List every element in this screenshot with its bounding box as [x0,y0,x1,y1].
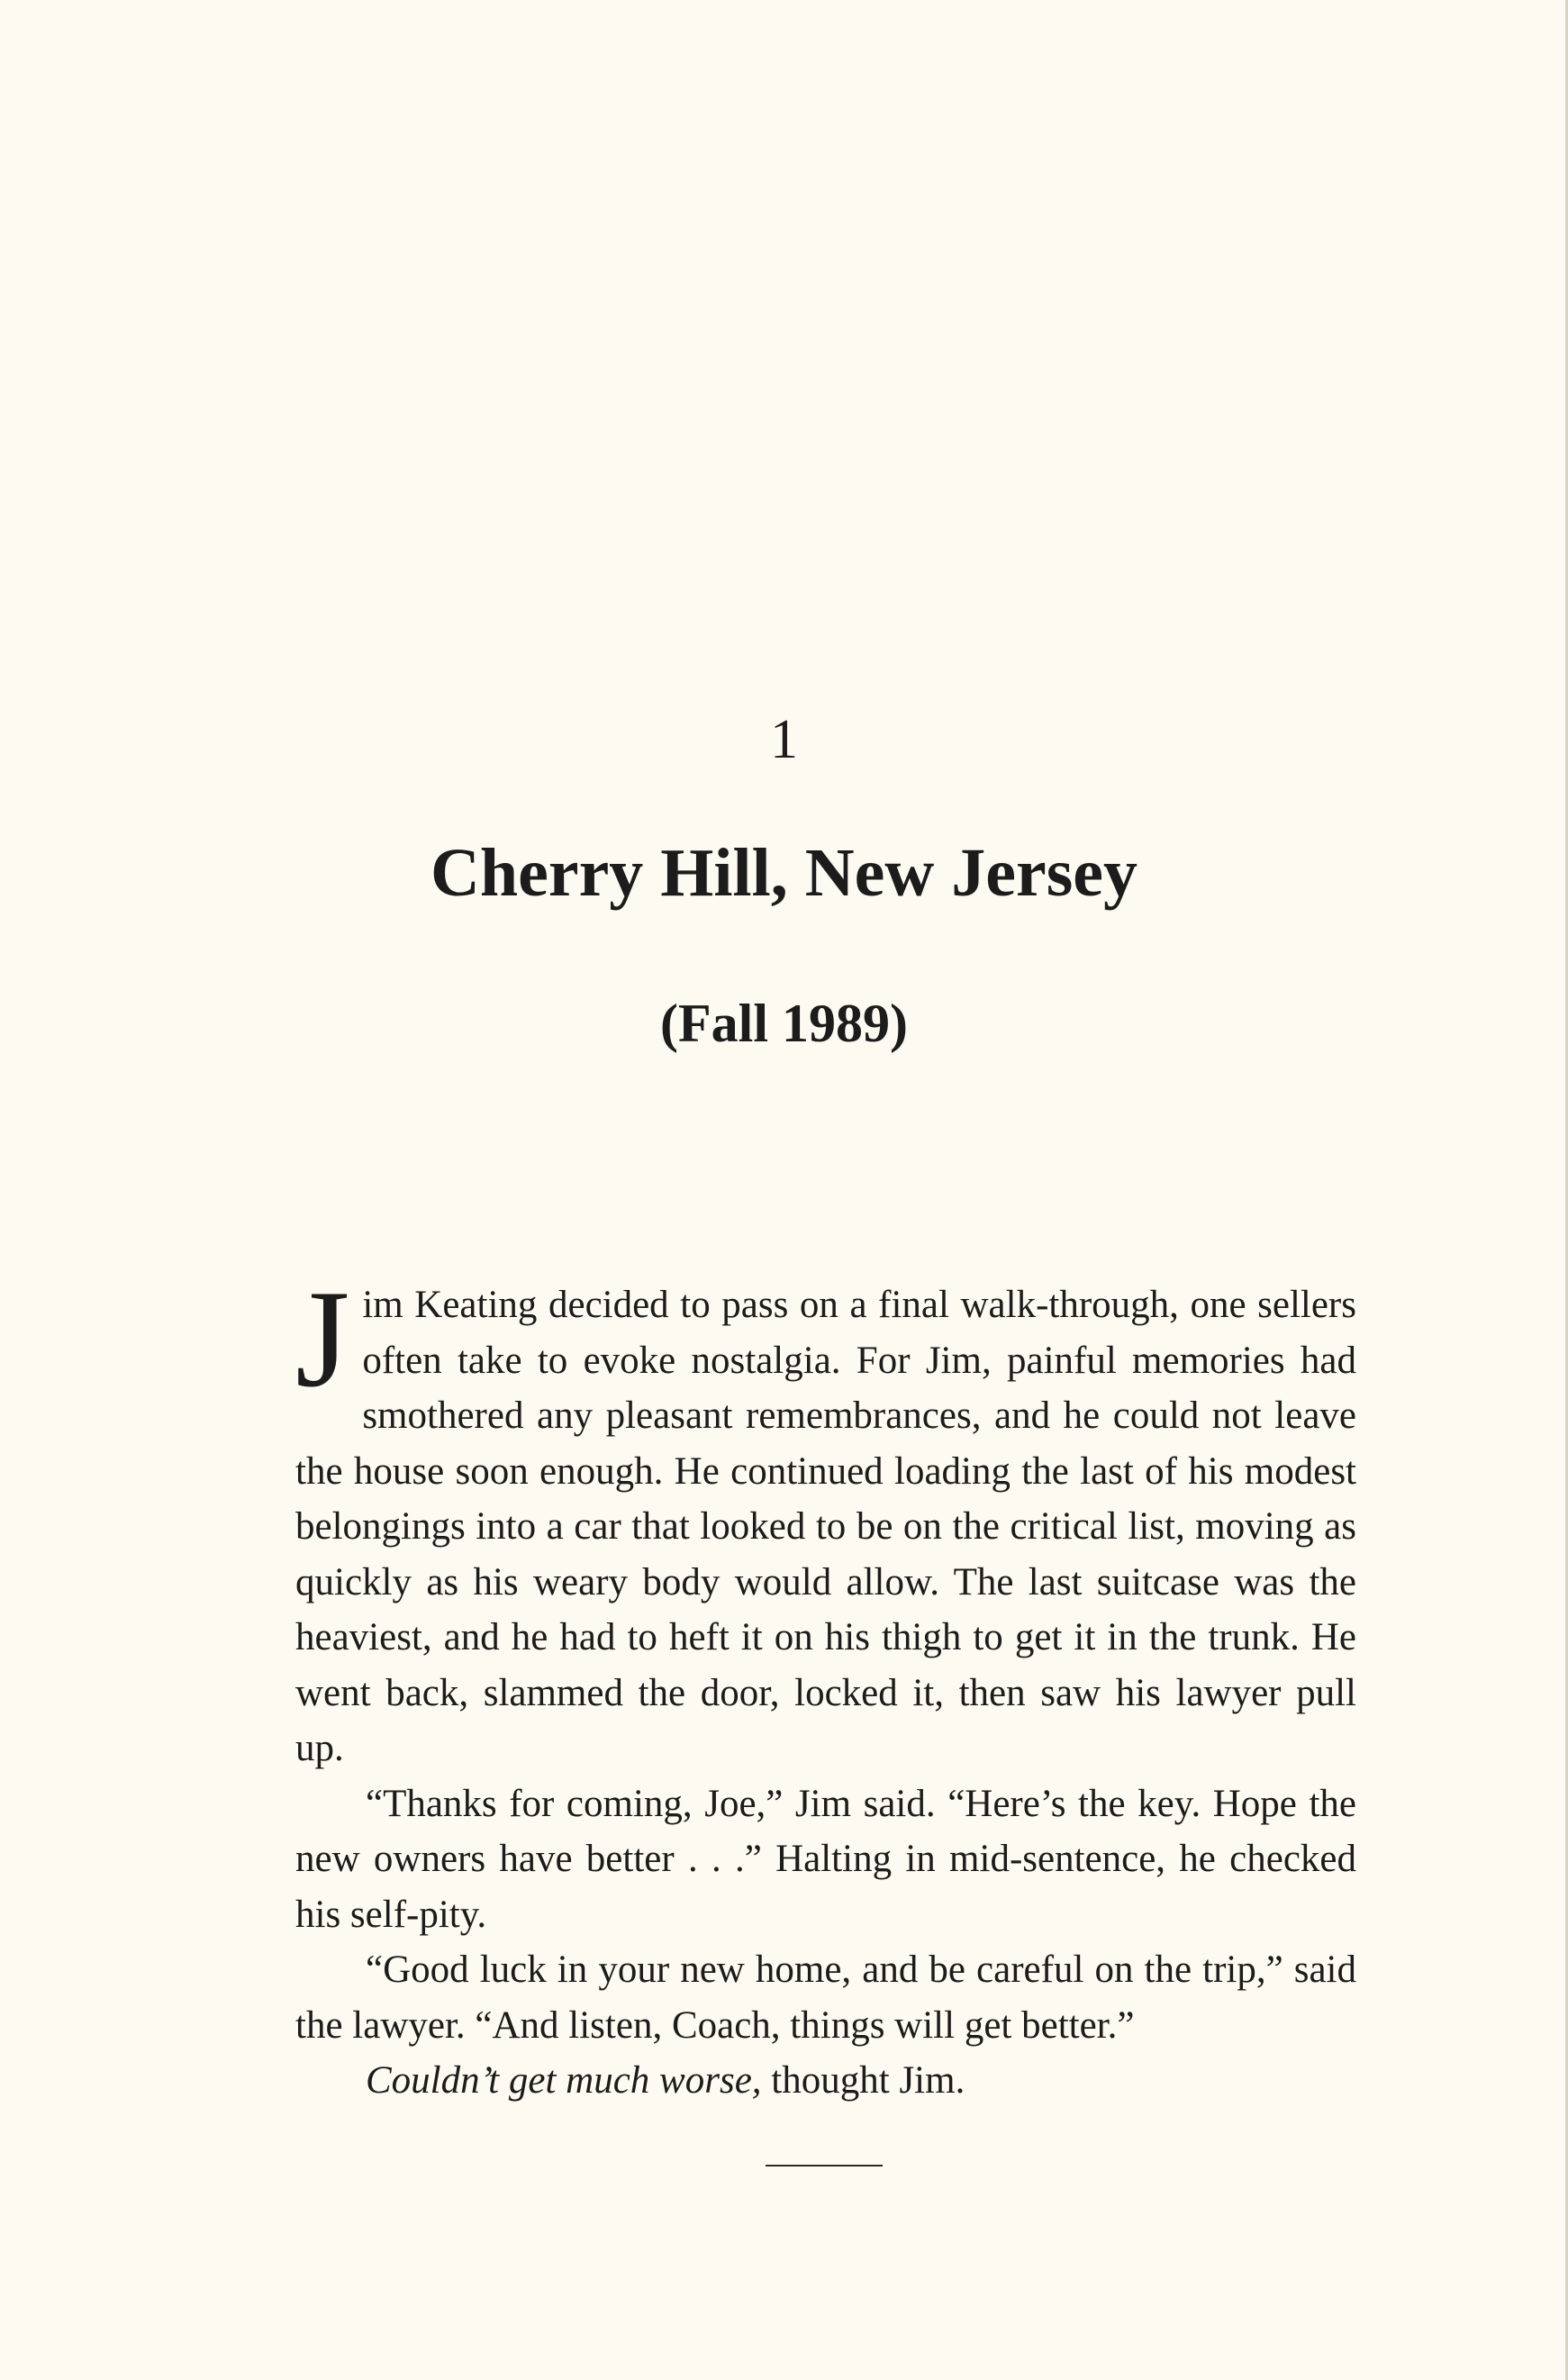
paragraph-4 [295,2053,1356,2109]
section-break-rule [766,2165,883,2167]
opening-paragraph [295,1261,1356,1776]
chapter-body [295,1261,1356,2109]
opening-paragraph-text: im Keating decided to pass on a final walk-through, one sellers often take to evoke nostalgia. For Jim, painful memories had smothered any pleasant remembrances, and he could not leave the house soon enough. He continued loading the last of his modest belongings into a car that looked to be on the critical list, moving as quickly as his weary body would allow. The last suitcase was the heaviest, and he had to heft it on his thigh to get it in the trunk. He went back, slammed the door, locked it, then saw his lawyer pull up. [295,1284,1356,1769]
chapter-subtitle: (Fall 1989) [660,994,908,1053]
paragraph-4-italic-thought: Couldn’t get much worse, [366,2059,762,2102]
chapter-number: 1 [770,709,798,770]
paragraph-2: “Thanks for coming, Joe,” Jim said. “Here’s the key. Hope the new owners have better . . .” Halting in mid-sentence, he checked his self-pity. [295,1782,1356,1936]
paragraph-4-rest: thought Jim. [761,2059,965,2102]
drop-cap: J [295,1261,350,1416]
chapter-title: Cherry Hill, New Jersey [430,835,1138,911]
paragraph-3: “Good luck in your new home, and be careful on the trip,” said the lawyer. “And listen, Coach, things will get better.” [295,1949,1356,2047]
